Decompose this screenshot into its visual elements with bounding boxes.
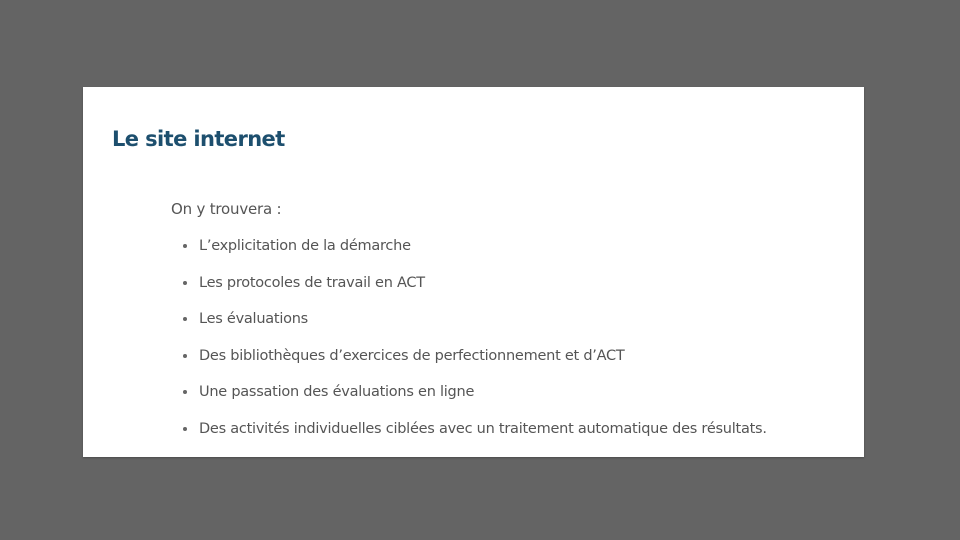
bullet-icon [183, 317, 187, 321]
intro-text: On y trouvera : [171, 200, 282, 218]
bullet-icon [183, 390, 187, 394]
slide-title: Le site internet [112, 127, 285, 151]
list-item-text: Des bibliothèques d’exercices de perfectionnement et d’ACT [199, 347, 625, 364]
bullet-icon [183, 354, 187, 358]
list-item [180, 347, 767, 384]
list-item-text: L’explicitation de la démarche [199, 238, 411, 254]
slide [83, 87, 864, 457]
list-item [180, 383, 767, 420]
bullet-icon [183, 427, 187, 431]
list-item-text: Une passation des évaluations en ligne [199, 384, 475, 401]
list-item [180, 237, 767, 274]
list-item-text: Des activités individuelles ciblées avec un traitement automatique des résultats. [199, 420, 767, 437]
bullet-icon [183, 244, 187, 248]
bullet-list [180, 237, 767, 457]
list-item-text: Les protocoles de travail en ACT [199, 274, 425, 291]
list-item [180, 420, 767, 457]
list-item-text: Les évaluations [199, 311, 308, 328]
bullet-icon [183, 281, 187, 285]
list-item [180, 274, 767, 311]
list-item [180, 310, 767, 347]
